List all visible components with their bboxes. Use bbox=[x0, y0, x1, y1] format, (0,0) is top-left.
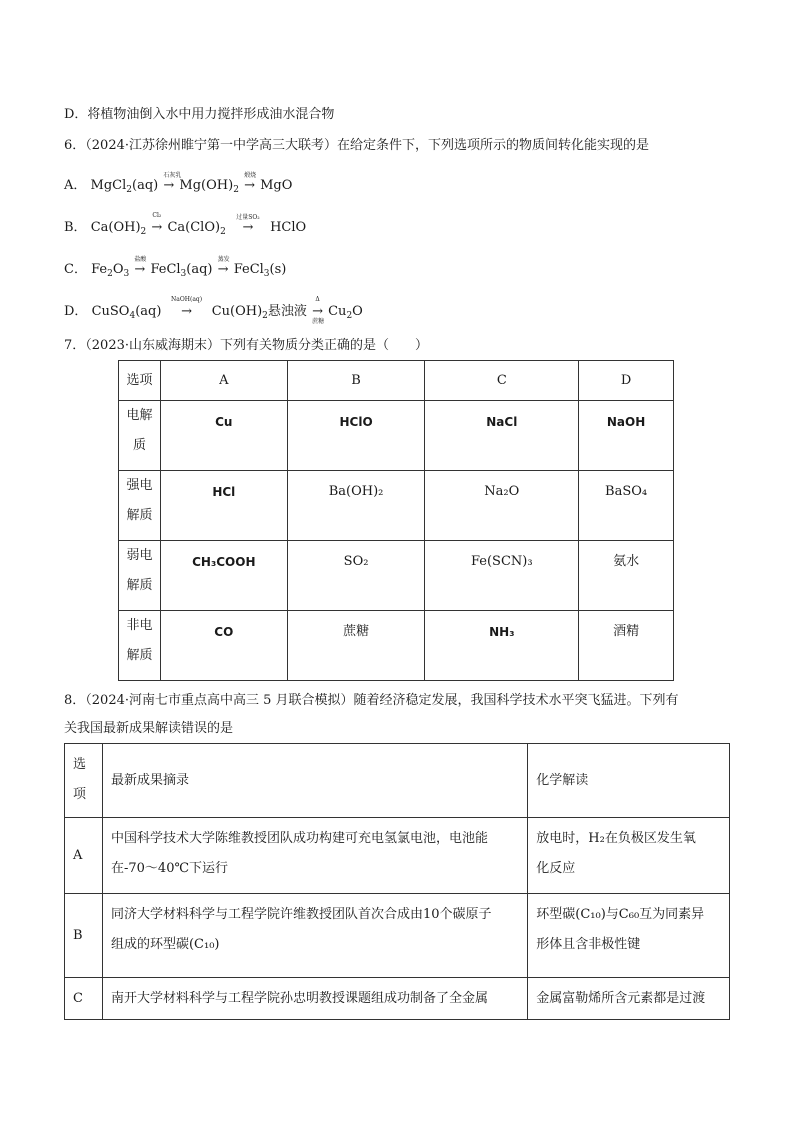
option-label: D． bbox=[64, 304, 88, 319]
condition-below: 蔗糖 bbox=[312, 318, 325, 325]
table-cell: Ba(OH)₂ bbox=[287, 471, 425, 541]
q8-stem-line2: 关我国最新成果解读错误的是 bbox=[64, 721, 234, 736]
reaction-arrow: 石灰乳 → bbox=[163, 172, 182, 193]
reaction-arrow: 过量SO₂ → bbox=[231, 220, 265, 235]
reaction-arrow: Δ → 蔗糖 bbox=[312, 296, 325, 325]
option-cell: C bbox=[65, 978, 103, 1020]
formula: FeCl$_3$(s) bbox=[233, 262, 287, 279]
table-cell: NaCl bbox=[425, 401, 579, 471]
formula: MgCl$_2$(aq) bbox=[90, 178, 159, 195]
formula: $Ca(ClO)_2$ bbox=[167, 220, 226, 237]
table-row bbox=[65, 818, 730, 894]
header-cell: A bbox=[160, 361, 287, 401]
q6-option-c bbox=[64, 258, 286, 279]
condition: 过量SO₂ bbox=[236, 214, 260, 221]
header-cell: 选 项 bbox=[65, 744, 103, 818]
formula: $Ca(OH)_2$ bbox=[90, 220, 147, 237]
formula: MgO bbox=[260, 178, 293, 193]
table-cell: CH₃COOH bbox=[160, 541, 287, 611]
header-cell: C bbox=[425, 361, 579, 401]
table-cell: 放电时，H₂在负极区发生氧 化反应 bbox=[528, 818, 730, 894]
header-cell: D bbox=[579, 361, 674, 401]
option-label: B． bbox=[64, 220, 87, 235]
table-cell: NaOH bbox=[579, 401, 674, 471]
table-cell: SO₂ bbox=[287, 541, 425, 611]
condition: 煅烧 bbox=[244, 172, 257, 179]
reaction-arrow: 盐酸 → bbox=[134, 256, 147, 277]
condition: Cl₂ bbox=[152, 212, 162, 219]
row-label: 电解 质 bbox=[119, 401, 161, 471]
table-row bbox=[65, 978, 730, 1020]
table-cell: Na₂O bbox=[425, 471, 579, 541]
condition: 石灰乳 bbox=[163, 172, 182, 179]
reaction-arrow: 蒸发 → bbox=[217, 256, 230, 277]
formula: $Fe_2O_3$ bbox=[91, 262, 130, 279]
formula: $Cu(OH)_2$悬浊液 bbox=[211, 304, 307, 321]
formula: $Mg(OH)_2$ bbox=[179, 178, 239, 195]
q7-classification-table bbox=[118, 360, 674, 681]
table-cell: Fe(SCN)₃ bbox=[425, 541, 579, 611]
table-cell: 酒精 bbox=[579, 611, 674, 681]
table-row bbox=[65, 894, 730, 978]
table-row bbox=[119, 471, 674, 541]
header-cell: 化学解读 bbox=[528, 744, 730, 818]
option-label: A． bbox=[64, 178, 87, 193]
option-cell: B bbox=[65, 894, 103, 978]
table-cell: 同济大学材料科学与工程学院许维教授团队首次合成由10个碳原子 组成的环型碳(C₁₀) bbox=[102, 894, 527, 978]
q6-option-a bbox=[64, 174, 292, 195]
option-label: C． bbox=[64, 262, 87, 277]
reaction-arrow: Cl₂ → bbox=[151, 212, 163, 235]
table-row bbox=[119, 401, 674, 471]
row-label: 非电 解质 bbox=[119, 611, 161, 681]
q5-option-d: D．将植物油倒入水中用力搅拌形成油水混合物 bbox=[64, 107, 335, 122]
reaction-arrow: NaOH(aq) → bbox=[167, 304, 207, 319]
table-cell: HCl bbox=[160, 471, 287, 541]
reaction-arrow: 煅烧 → bbox=[244, 172, 257, 193]
table-cell: Cu bbox=[160, 401, 287, 471]
q6-option-d bbox=[64, 296, 363, 325]
table-row bbox=[119, 611, 674, 681]
table-cell: HClO bbox=[287, 401, 425, 471]
header-cell: 选项 bbox=[119, 361, 161, 401]
table-header-row bbox=[65, 744, 730, 818]
formula: FeCl$_3$(aq) bbox=[150, 262, 213, 279]
table-cell: 金属富勒烯所含元素都是过渡 bbox=[528, 978, 730, 1020]
table-cell: 环型碳(C₁₀)与C₆₀互为同素异 形体且含非极性键 bbox=[528, 894, 730, 978]
q8-results-table bbox=[64, 743, 730, 1020]
condition: NaOH(aq) bbox=[171, 296, 203, 303]
option-cell: A bbox=[65, 818, 103, 894]
table-cell: 南开大学材料科学与工程学院孙忠明教授课题组成功制备了全金属 bbox=[102, 978, 527, 1020]
row-label: 强电 解质 bbox=[119, 471, 161, 541]
table-cell: 蔗糖 bbox=[287, 611, 425, 681]
table-cell: 中国科学技术大学陈维教授团队成功构建可充电氢氯电池，电池能 在-70～40℃下运行 bbox=[102, 818, 527, 894]
header-cell: B bbox=[287, 361, 425, 401]
q7-stem: 7．（2023·山东威海期末）下列有关物质分类正确的是（ ） bbox=[64, 338, 428, 353]
row-label: 弱电 解质 bbox=[119, 541, 161, 611]
formula: CuSO$_4$(aq) bbox=[91, 304, 162, 321]
table-cell: 氨水 bbox=[579, 541, 674, 611]
q6-stem: 6．（2024·江苏徐州睢宁第一中学高三大联考）在给定条件下，下列选项所示的物质间转化能实现的是 bbox=[64, 138, 649, 153]
q8-stem-line1: 8．（2024·河南七市重点高中高三 5 月联合模拟）随着经济稳定发展，我国科学技术水平突飞猛进。下列有 bbox=[64, 693, 679, 708]
formula: $Cu_2O$ bbox=[328, 304, 363, 321]
header-cell: 最新成果摘录 bbox=[102, 744, 527, 818]
q6-option-b bbox=[64, 212, 307, 237]
condition: 盐酸 bbox=[134, 256, 147, 263]
formula: HClO bbox=[270, 220, 307, 235]
table-header-row bbox=[119, 361, 674, 401]
table-cell: CO bbox=[160, 611, 287, 681]
condition: Δ bbox=[315, 296, 320, 303]
table-cell: NH₃ bbox=[425, 611, 579, 681]
table-row bbox=[119, 541, 674, 611]
condition: 蒸发 bbox=[217, 256, 230, 263]
table-cell: BaSO₄ bbox=[579, 471, 674, 541]
